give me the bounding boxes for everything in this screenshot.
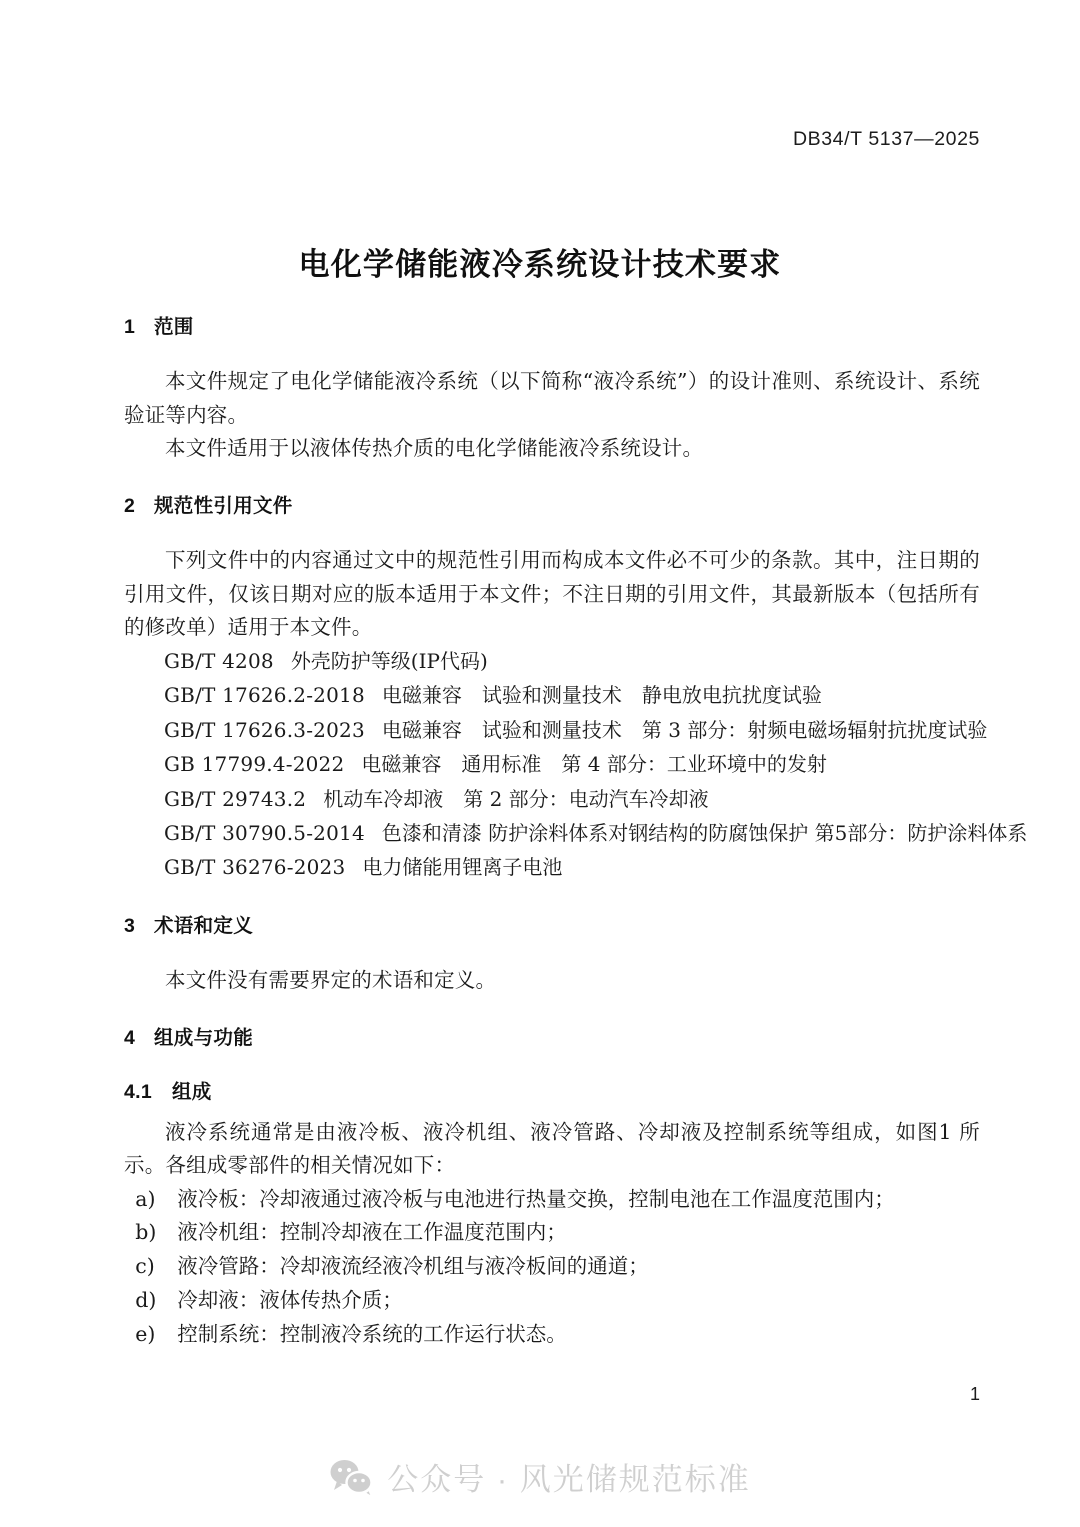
reference-title: 电磁兼容 试验和测量技术 第 3 部分：射频电磁场辐射抗扰度试验	[381, 717, 988, 742]
document-body	[124, 316, 1028, 1352]
section-number: 2	[124, 495, 136, 517]
list-item	[124, 1318, 980, 1352]
wechat-icon	[329, 1458, 373, 1496]
section-heading-scope	[124, 316, 980, 339]
list-item	[124, 713, 988, 747]
reference-title: 色漆和清漆 防护涂料体系对钢结构的防腐蚀保护 第5部分：防护涂料体系	[381, 820, 1028, 845]
watermark-text: 公众号 · 风光储规范标准	[387, 1462, 751, 1497]
composition-paragraph-1: 液冷系统通常是由液冷板、液冷机组、液冷管路、冷却液及控制系统等组成，如图1 所示。各组成零部件的相关情况如下：	[124, 1120, 980, 1178]
section-number: 1	[124, 316, 136, 338]
section-title: 组成	[172, 1080, 212, 1103]
list-item-text: 液冷管路：冷却液流经液冷机组与液冷板间的通道；	[177, 1254, 649, 1279]
section-title: 组成与功能	[154, 1027, 254, 1050]
list-item-text: 液冷机组：控制冷却液在工作温度范围内；	[177, 1220, 567, 1245]
normative-references-paragraph-1: 下列文件中的内容通过文中的规范性引用而构成本文件必不可少的条款。其中，注日期的引用文件，仅该日期对应的版本适用于本文件；不注日期的引用文件，其最新版本（包括所有的修改单）适用于本文件。	[124, 548, 980, 639]
reference-code: GB 17799.4-2022	[164, 752, 345, 777]
list-item	[124, 816, 1028, 850]
reference-title: 电磁兼容 通用标准 第 4 部分：工业环境中的发射	[361, 752, 827, 777]
terms-paragraph-1: 本文件没有需要界定的术语和定义。	[165, 968, 497, 993]
section-number: 3	[124, 914, 136, 937]
page-number: 1	[969, 1384, 980, 1404]
list-item-text: 冷却液：液体传热介质；	[177, 1287, 403, 1312]
list-item	[124, 782, 980, 816]
page-title: 电化学储能液冷系统设计技术要求	[298, 246, 782, 282]
reference-title: 电磁兼容 试验和测量技术 静电放电抗扰度试验	[381, 683, 822, 708]
list-item-text: 控制系统：控制液冷系统的工作运行状态。	[177, 1321, 567, 1346]
section-heading-composition	[124, 1081, 980, 1104]
reference-title: 机动车冷却液 第 2 部分：电动汽车冷却液	[323, 786, 709, 811]
list-item	[124, 747, 980, 781]
reference-title: 外壳防护等级(IP代码)	[290, 649, 488, 673]
watermark	[0, 1454, 1080, 1499]
section-heading-normative-references	[124, 495, 980, 518]
scope-paragraph-1: 本文件规定了电化学储能液冷系统（以下简称“液冷系统”）的设计准则、系统设计、系统验证等内容。	[124, 369, 980, 427]
section-title: 术语和定义	[154, 914, 254, 937]
list-item	[124, 644, 980, 678]
section-title: 范围	[154, 316, 194, 338]
section-heading-terms-and-definitions	[124, 915, 980, 938]
section-title: 规范性引用文件	[154, 495, 293, 517]
reference-code: GB/T 17626.3-2023	[164, 717, 365, 742]
section-number: 4	[124, 1027, 136, 1050]
list-item	[124, 1216, 980, 1250]
reference-title: 电力储能用锂离子电池	[362, 855, 563, 880]
reference-code: GB/T 29743.2	[164, 786, 307, 811]
reference-code: GB/T 4208	[164, 649, 274, 673]
scope-paragraph-2: 本文件适用于以液体传热介质的电化学储能液冷系统设计。	[165, 435, 704, 460]
list-item	[124, 850, 980, 884]
list-item	[124, 1250, 980, 1284]
list-marker: b)	[135, 1220, 157, 1245]
list-marker: a)	[135, 1186, 156, 1211]
list-item	[124, 678, 980, 712]
normative-reference-list	[124, 644, 1028, 885]
reference-code: GB/T 17626.2-2018	[164, 683, 365, 708]
section-number: 4.1	[124, 1080, 153, 1103]
list-item	[124, 1284, 980, 1318]
standard-number-header: DB34/T 5137—2025	[792, 128, 980, 150]
reference-code: GB/T 30790.5-2014	[164, 820, 365, 845]
reference-code: GB/T 36276-2023	[164, 855, 346, 880]
list-item	[124, 1183, 980, 1217]
list-marker: c)	[135, 1254, 155, 1279]
list-marker: e)	[135, 1321, 156, 1346]
list-marker: d)	[135, 1287, 157, 1312]
section-heading-composition-and-function	[124, 1027, 980, 1050]
composition-item-list	[124, 1183, 980, 1352]
list-item-text: 液冷板：冷却液通过液冷板与电池进行热量交换，控制电池在工作温度范围内；	[177, 1186, 895, 1211]
